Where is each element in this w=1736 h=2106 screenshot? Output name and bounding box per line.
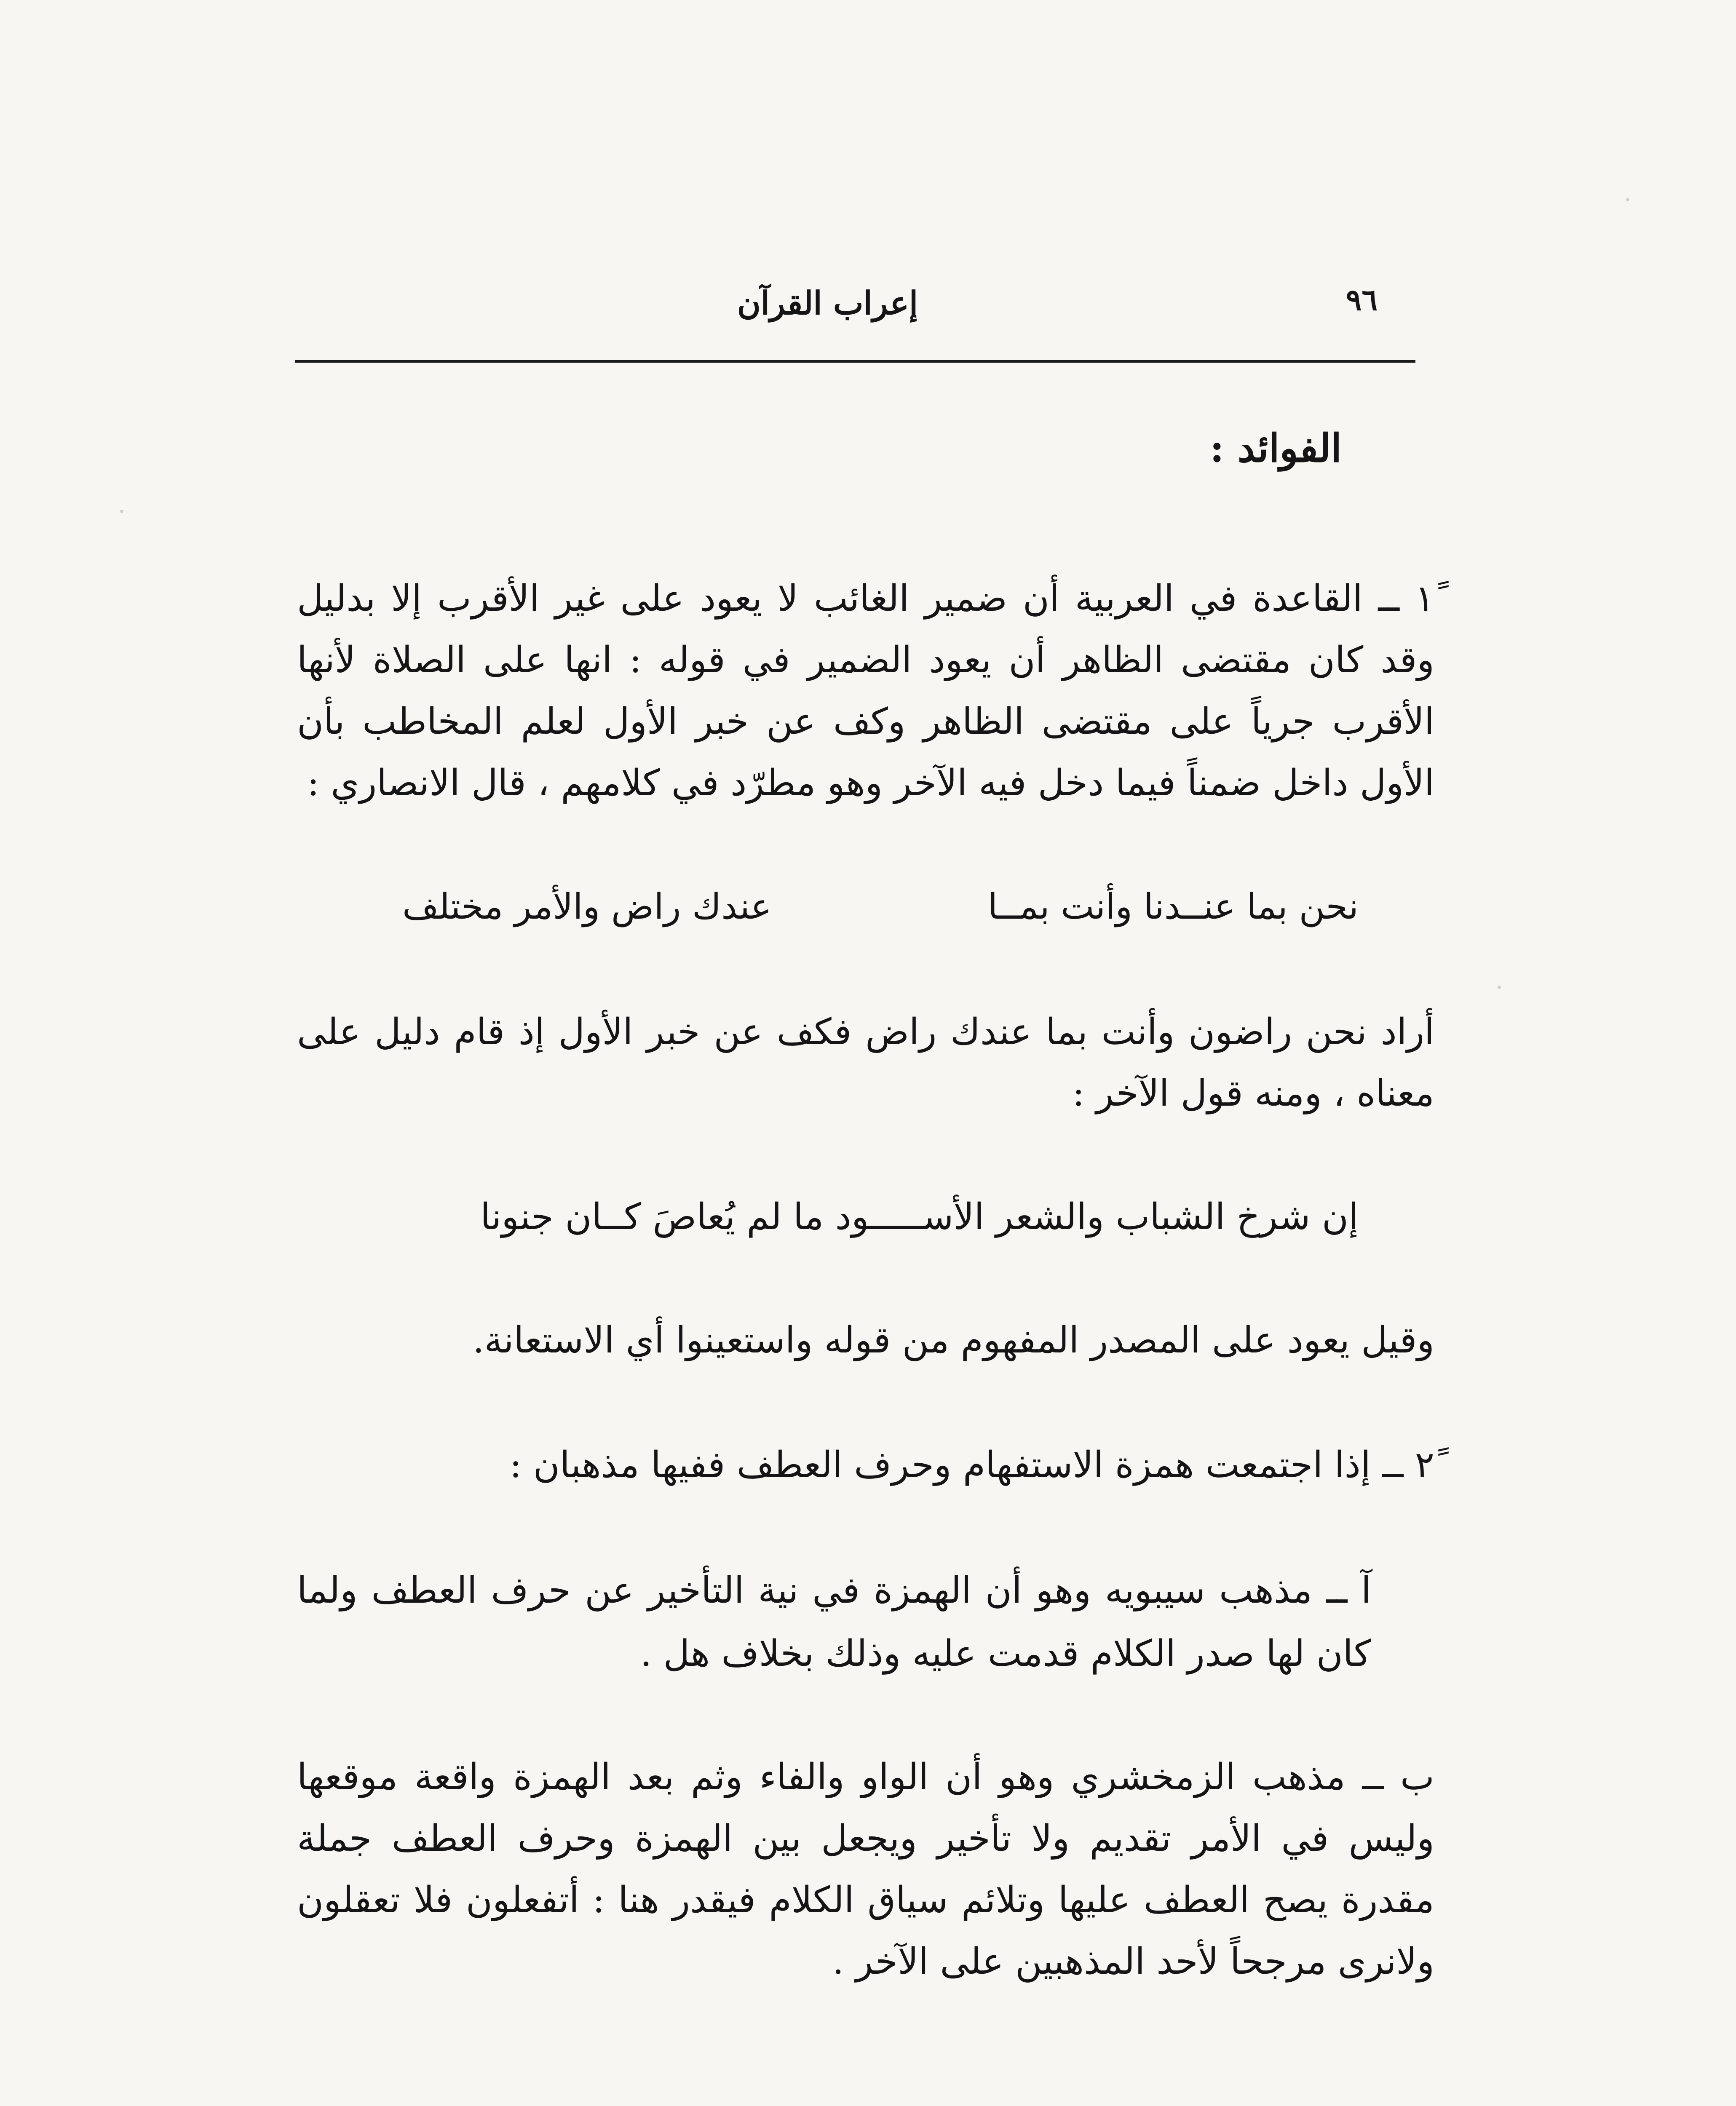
item-a xyxy=(297,1559,1371,1685)
paragraph-3: وقيل يعود على المصدر المفهوم من قوله واستعينوا أي الاستعانة. xyxy=(473,1319,1434,1361)
item-a-text: مذهب سيبويه وهو أن الهمزة في نية التأخير عن حرف العطف ولما كان لها صدر الكلام قدمت عليه وذلك بخلاف هل . xyxy=(297,1569,1371,1675)
item-b-text: مذهب الزمخشري وهو أن الواو والفاء وثم بعد الهمزة واقعة موقعها وليس في الأمر تقديم ولا تأخير ويجعل بين الهمزة وحرف العطف جملة مقدرة يصح العطف عليها وتلائم سياق الكلام فيقدر هنا : أتفعلون فلا تعقلون ولانرى مرجحاً لأحد المذهبين على الآخر . xyxy=(297,1756,1434,1983)
poem-verse-2: إن شرخ الشباب والشعر الأســـــود ما لم يُعاصَ كــان جنونا xyxy=(480,1196,1359,1238)
poem-verse-1-first-half: نحن بما عنــدنا وأنت بمــا xyxy=(987,886,1359,927)
section-title: الفوائد : xyxy=(1209,425,1342,471)
paper-speck xyxy=(1498,986,1501,989)
header-rule xyxy=(295,360,1415,363)
poem-verse-1 xyxy=(402,877,1359,940)
paper-speck xyxy=(120,510,123,513)
poem-verse-1-second-half: عندك راض والأمر مختلف xyxy=(402,886,772,927)
item-b-label: ب ــ xyxy=(1362,1756,1434,1798)
page-header xyxy=(295,270,1415,345)
paragraph-4: ٢ً ــ إذا اجتمعت همزة الاستفهام وحرف العطف ففيها مذهبان : xyxy=(509,1444,1434,1486)
item-a-label: آ ــ xyxy=(1326,1569,1372,1612)
paragraph-2: أراد نحن راضون وأنت بما عندك راض فكف عن خبر الأول إذ قام دليل على معناه ، ومنه قول الآخر : xyxy=(297,1011,1434,1114)
paragraph-1: ١ً ــ القاعدة في العربية أن ضمير الغائب لا يعود على غير الأقرب إلا بدليل وقد كان مقتضى الظاهر أن يعود الضمير في قوله : انها على الصلاة لأنها الأقرب جرياً على مقتضى الظاهر وكف عن خبر الأول لعلم المخاطب بأن الأول داخل ضمناً فيما دخل فيه الآخر وهو مطرّد في كلامهم ، قال الانصاري : xyxy=(297,577,1434,804)
page-body xyxy=(297,425,1434,2055)
item-b xyxy=(297,1746,1434,1992)
running-title: إعراب القرآن xyxy=(737,284,918,322)
page-number: ٩٦ xyxy=(1345,282,1378,317)
paper-speck xyxy=(1626,198,1629,201)
